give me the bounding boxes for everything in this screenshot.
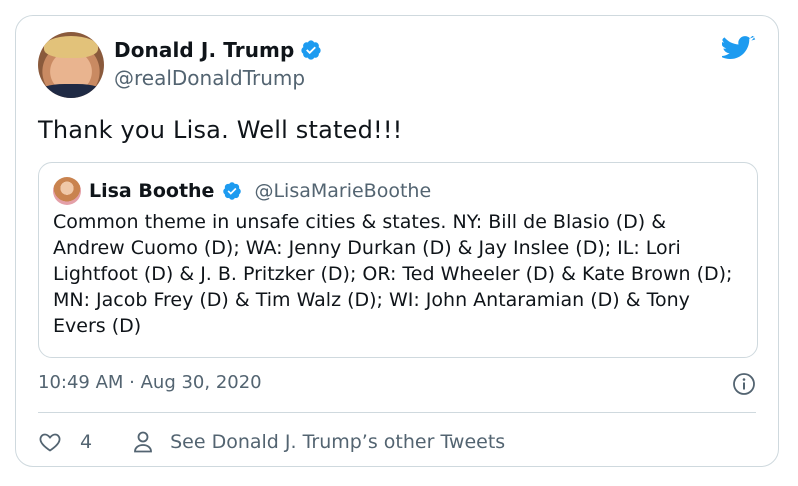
quoted-author-handle[interactable]: @LisaMarieBoothe — [254, 180, 432, 202]
quoted-tweet-header[interactable] — [53, 177, 431, 205]
author-avatar[interactable] — [38, 32, 104, 98]
twitter-bird-icon[interactable] — [722, 36, 756, 64]
info-icon[interactable] — [732, 372, 756, 396]
divider — [38, 412, 756, 413]
quoted-tweet[interactable] — [38, 162, 758, 358]
person-icon — [132, 430, 154, 454]
verified-badge-icon — [300, 39, 322, 61]
avatar-hair — [44, 36, 98, 58]
tweet-actions — [38, 430, 505, 454]
quoted-author-avatar[interactable] — [53, 177, 81, 205]
quoted-tweet-text: Common theme in unsafe cities & states. NY: Bill de Blasio (D) & Andrew Cuomo (D); WA: Jenny Durkan (D) & Jay Inslee (D); IL: Lori Lightfoot (D) & J. B. Pritzker (D); OR: Ted Wheeler (D) & Kate Brown (D); MN: Jacob Frey (D) & Tim Walz (D); WI: John Antaramian (D) & Tony Evers (D) — [53, 211, 733, 337]
see-other-tweets-link[interactable]: See Donald J. Trump’s other Tweets — [170, 431, 506, 453]
tweet-timestamp[interactable]: 10:49 AM · Aug 30, 2020 — [38, 372, 262, 393]
heart-icon[interactable] — [38, 430, 62, 454]
quoted-author-name[interactable]: Lisa Boothe — [89, 180, 215, 202]
tweet-text: Thank you Lisa. Well stated!!! — [38, 116, 403, 144]
author-handle[interactable]: @realDonaldTrump — [114, 66, 306, 90]
like-count[interactable]: 4 — [80, 431, 93, 453]
avatar-suit — [38, 84, 104, 98]
author-name[interactable]: Donald J. Trump — [114, 38, 295, 62]
tweet-card[interactable] — [15, 15, 779, 467]
verified-badge-icon — [222, 181, 242, 201]
author-block[interactable] — [114, 38, 322, 90]
author-name-row[interactable] — [114, 38, 322, 62]
